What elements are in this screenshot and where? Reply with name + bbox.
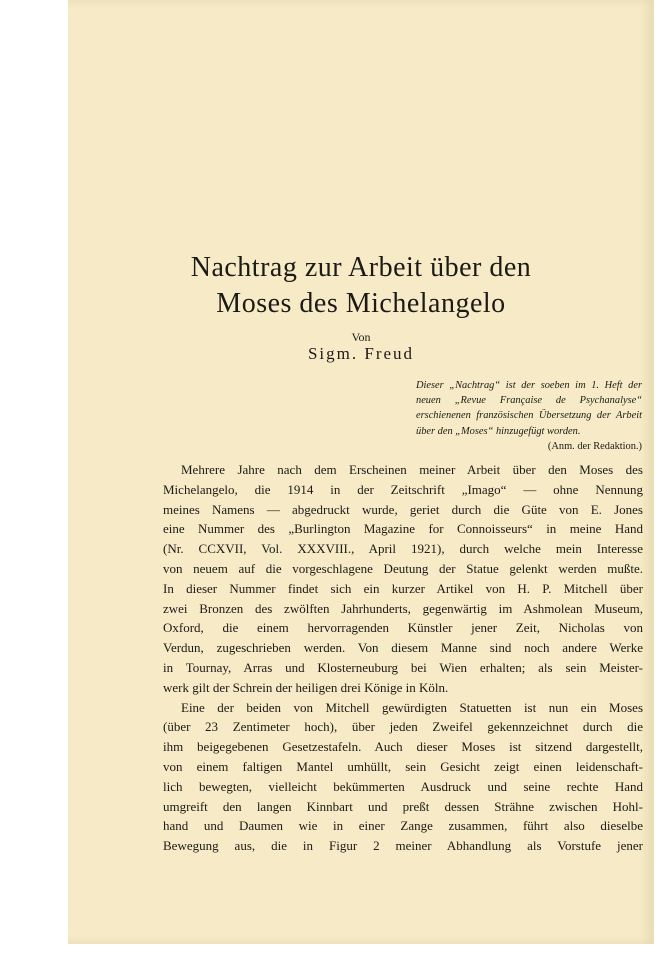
article-title-line-2: Moses des Michelangelo [216, 288, 506, 319]
byline-von: Von [351, 330, 371, 344]
body-line: Verdun, zugeschrieben werden. Von diesem Manne sind noch andere Werke [163, 640, 643, 656]
body-line: werk gilt der Schrein der heiligen drei Könige in Köln. [163, 679, 449, 695]
article-title-line-1: Nachtrag zur Arbeit über den [190, 252, 532, 283]
body-line: eine Nummer des „Burlington Magazine for Connoisseurs“ in meine Hand [163, 521, 643, 537]
body-line: Bewegung aus, die in Figur 2 meiner Abhandlung als Vorstufe jener [163, 838, 643, 854]
body-line: ihm beigegebenen Gesetzestafeln. Auch dieser Moses ist sitzend dargestellt, [163, 739, 643, 755]
body-line: (Nr. CCXVII, Vol. XXXVIII., April 1921), durch welche mein Interesse [163, 541, 643, 557]
editor-note-text: Dieser „Nachtrag“ ist der soeben im 1. Heft der neuen „Revue Française de Psychanalyse“ erschienenen französischen Übersetzung der Arbeit über den „Moses“ hinzugefügt worden. [416, 380, 642, 437]
body-line: Mehrere Jahre nach dem Erscheinen meiner Arbeit über den Moses des [181, 462, 643, 477]
editor-note-credit: (Anm. der Redaktion.) [547, 440, 642, 452]
body-line: In dieser Nummer findet sich ein kurzer Artikel von H. P. Mitchell über [163, 580, 643, 596]
document-page [68, 0, 654, 944]
body-line: Michelangelo, die 1914 in der Zeitschrift „Imago“ — ohne Nennung [163, 481, 643, 497]
body-line: zwei Bronzen des zwölften Jahrhunderts, gegenwärtig im Ashmolean Museum, [163, 600, 643, 616]
body-line: Oxford, die einem hervorragenden Künstler jener Zeit, Nicholas von [163, 620, 643, 636]
author-name: Sigm. Freud [307, 344, 415, 363]
body-line: Eine der beiden von Mitchell gewürdigten Statuetten ist nun ein Moses [181, 699, 643, 715]
body-line: meines Namens — abgedruckt wurde, geriet durch die Güte von E. Jones [163, 501, 643, 517]
body-text [163, 460, 643, 856]
body-line: von neuem auf die vorgeschlagene Deutung der Statue gelenkt werden mußte. [163, 560, 643, 576]
body-line: in Tournay, Arras und Klosterneuburg bei Wien erhalten; als sein Meister- [163, 659, 643, 675]
body-line: lich bewegten, vielleicht bekümmerten Ausdruck und seine rechte Hand [163, 778, 643, 794]
body-line: hand und Daumen wie in einer Zange zusammen, führt also dieselbe [163, 818, 643, 834]
body-line: von einem faltigen Mantel umhüllt, sein Gesicht zeigt einen leidenschaft- [163, 758, 643, 774]
editor-note [416, 378, 642, 454]
body-line: (über 23 Zentimeter hoch), über jeden Zweifel gekennzeichnet durch die [163, 719, 643, 735]
body-line: umgreift den langen Kinnbart und preßt dessen Strähne zwischen Hohl- [163, 798, 643, 814]
